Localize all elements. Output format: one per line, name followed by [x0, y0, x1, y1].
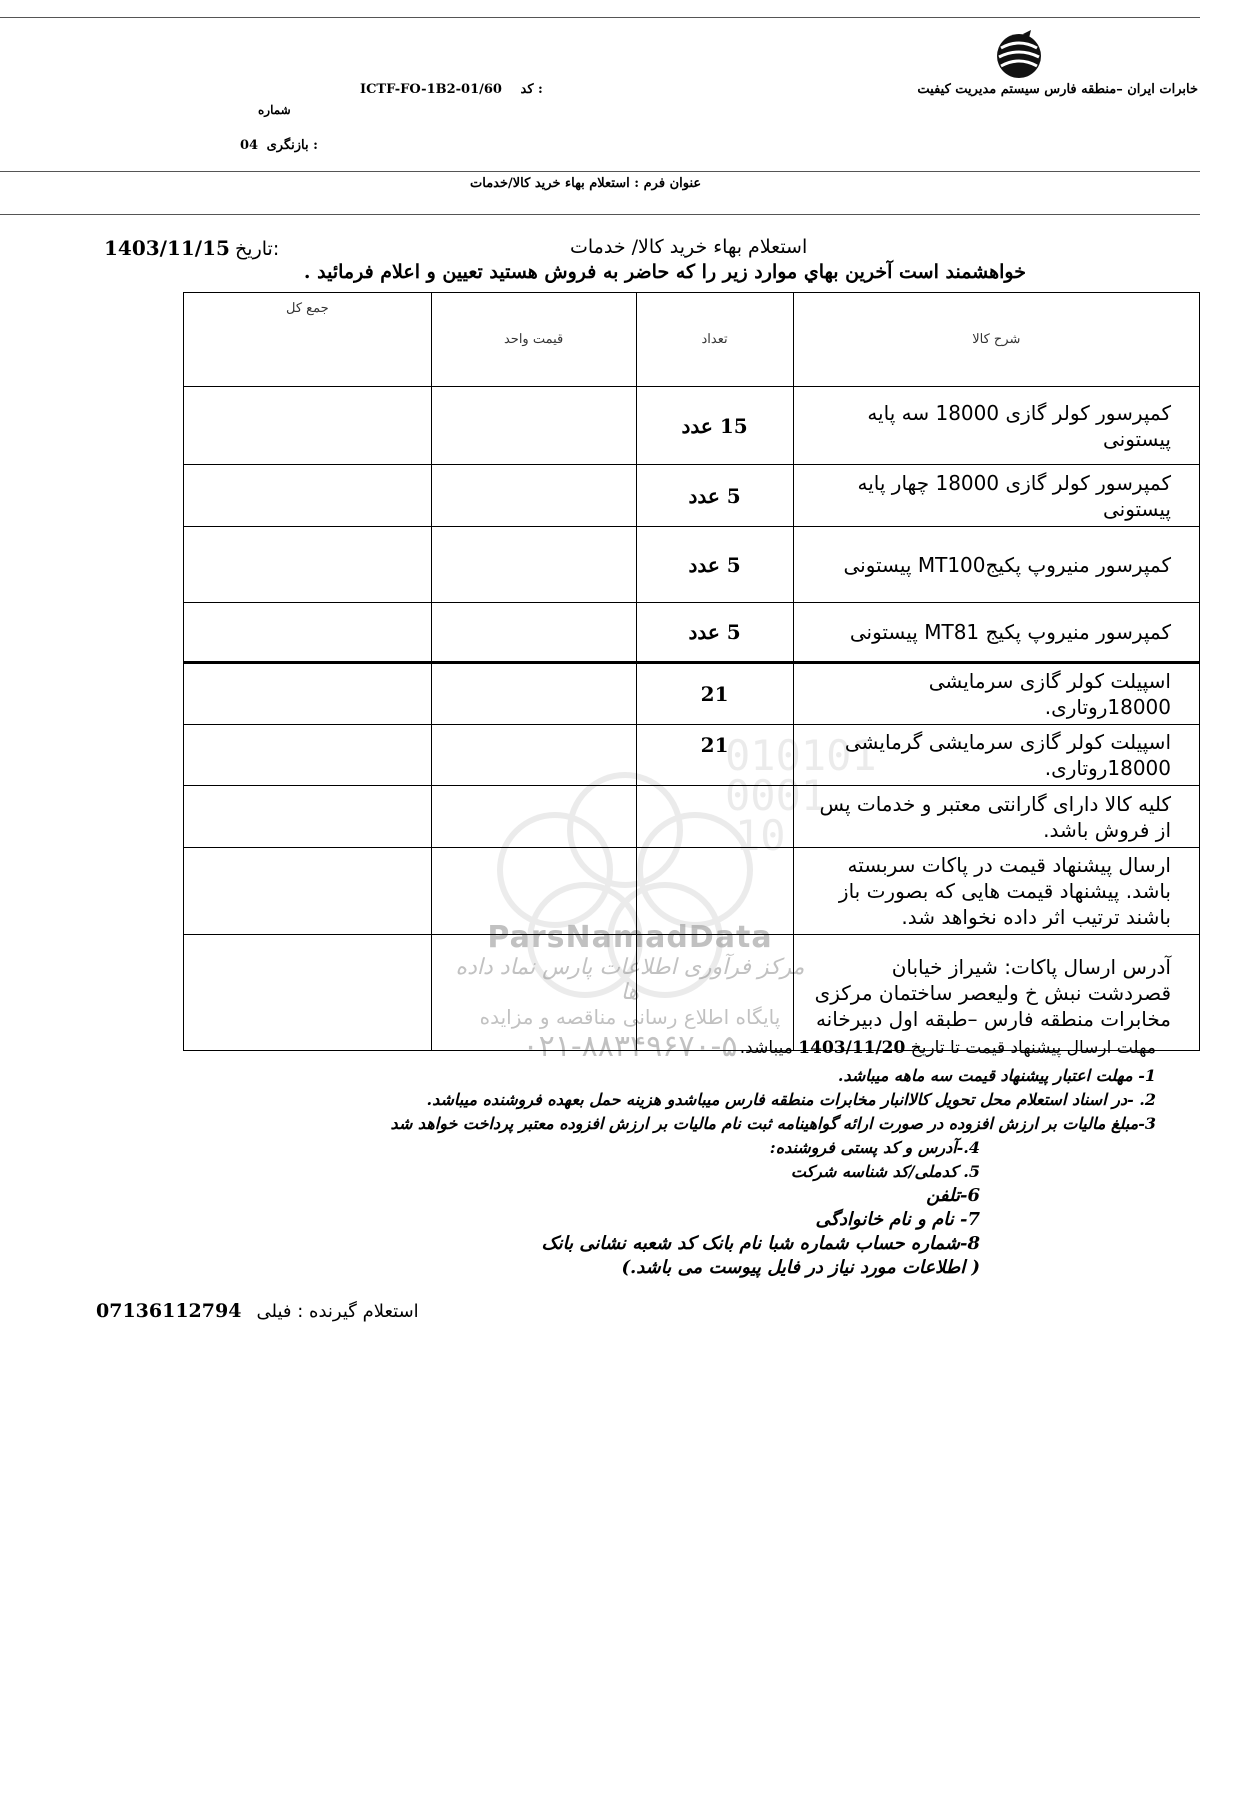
table-row	[184, 465, 1200, 527]
note-item: 3-مبلغ مالیات بر ارزش افزوده در صورت ارائه گواهینامه ثبت نام مالیات بر ارزش افزوده معتبر پرداخت خواهد شد	[390, 1114, 1156, 1133]
table-row	[184, 786, 1200, 848]
note-item: 5. کدملی/کد شناسه شرکت	[790, 1162, 980, 1181]
number-label: شماره	[258, 103, 291, 117]
date	[104, 236, 279, 260]
item-quantity	[636, 848, 793, 935]
deadline-prefix: مهلت ارسال پیشنهاد قیمت تا تاریخ	[910, 1038, 1156, 1058]
item-unit-price	[431, 935, 636, 1051]
item-unit-price	[431, 725, 636, 786]
receiver	[96, 1300, 419, 1322]
note-item: ( اطلاعات مورد نیاز در فایل پیوست می باشد.)	[621, 1257, 980, 1278]
form-code-label: کد :	[520, 82, 543, 97]
telecom-logo-icon	[993, 30, 1045, 80]
item-total	[184, 848, 432, 935]
item-unit-price	[431, 786, 636, 848]
revision	[240, 138, 318, 153]
note-item: 7- نام و نام خانوادگی	[815, 1209, 980, 1230]
item-total	[184, 725, 432, 786]
table-row	[184, 848, 1200, 935]
item-total	[184, 663, 432, 725]
item-quantity: 15 عدد	[636, 387, 793, 465]
table-row	[184, 725, 1200, 786]
watermark-phone: ۰۲۱-۸۸۳۴۹۶۷۰-۵	[522, 1029, 738, 1064]
item-description: ارسال پیشنهاد قیمت در پاکات سربسته باشد. پیشنهاد قیمت هایی که بصورت باز باشند ترتیب اثر داده نخواهد شد.	[793, 848, 1199, 935]
note-item: 4.-آدرس و کد پستی فروشنده:	[769, 1138, 980, 1157]
items-table	[183, 292, 1200, 1051]
item-description: کمپرسور کولر گازی 18000 سه پایه پیستونی	[793, 387, 1199, 465]
header-unit-price: قیمت واحد	[431, 293, 636, 387]
form-code	[360, 82, 543, 97]
item-description: کلیه کالا دارای گارانتی معتبر و خدمات پس از فروش باشد.	[793, 786, 1199, 848]
note-item: 8-شماره حساب شماره شبا نام بانک کد شعبه نشانی بانک	[541, 1233, 980, 1254]
deadline-date: 1403/11/20	[798, 1038, 906, 1058]
item-total	[184, 935, 432, 1051]
item-description: آدرس ارسال پاکات: شیراز خیابان قصردشت نبش خ ولیعصر ساختمان مرکزی مخابرات منطقه فارس –طبقه اول دبیرخانه	[793, 935, 1199, 1051]
table-row	[184, 663, 1200, 725]
revision-label: بازنگری :	[266, 138, 318, 153]
item-description: کمپرسور کولر گازی 18000 چهار پایه پیستونی	[793, 465, 1199, 527]
receiver-label: استعلام گیرنده : فیلی	[256, 1301, 419, 1322]
item-quantity: 21	[636, 725, 793, 786]
item-quantity: 5 عدد	[636, 465, 793, 527]
item-unit-price	[431, 663, 636, 725]
item-description: اسپیلت کولر گازی سرمایشی 18000روتاری.	[793, 663, 1199, 725]
header-description: شرح کالا	[793, 293, 1199, 387]
table-row	[184, 935, 1200, 1051]
item-description: کمپرسور منیروپ پکیج MT81 پیستونی	[793, 603, 1199, 663]
header-total: جمع کل	[184, 293, 432, 387]
header-rule-2	[0, 214, 1200, 215]
watermark-line1: مرکز فرآوری اطلاعات پارس نماد داده ها	[455, 955, 805, 1005]
org-title: خابرات ایران –منطقه فارس سیستم مدیریت کیفیت	[917, 82, 1198, 97]
form-title: عنوان فرم : استعلام بهاء خرید کالا/خدمات	[470, 176, 702, 191]
watermark-line2: پایگاه اطلاع رسانی مناقصه و مزایده	[479, 1005, 781, 1029]
item-unit-price	[431, 465, 636, 527]
table-row	[184, 603, 1200, 663]
table-row	[184, 387, 1200, 465]
item-quantity	[636, 935, 793, 1051]
item-quantity: 21	[636, 663, 793, 725]
date-label: تاریخ:	[235, 238, 280, 260]
notes-list	[280, 1064, 1180, 1280]
request-text: خواهشمند است آخرین بهاي موارد زیر را که حاضر به فروش هستید تعیین و اعلام فرمائید .	[303, 261, 1026, 283]
item-unit-price	[431, 848, 636, 935]
item-description: اسپیلت کولر گازی سرمایشی گرمایشی 18000روتاری.	[793, 725, 1199, 786]
form-code-value: ICTF-FO-1B2-01/60	[360, 82, 502, 97]
date-value: 1403/11/15	[104, 236, 230, 260]
item-unit-price	[431, 603, 636, 663]
svg-text:10: 10	[735, 811, 786, 860]
revision-value: 04	[240, 138, 259, 153]
item-total	[184, 465, 432, 527]
svg-text:010101: 010101	[725, 731, 877, 780]
deadline	[740, 1038, 1156, 1058]
note-item: 2. -در اسناد استعلام محل تحویل کالاانبار مخابرات منطقه فارس میباشدو هزینه حمل بعهده فروشنده میباشد.	[426, 1090, 1156, 1109]
item-total	[184, 527, 432, 603]
table-header-row	[184, 293, 1200, 387]
item-total	[184, 786, 432, 848]
svg-text:0001: 0001	[725, 771, 827, 820]
item-unit-price	[431, 387, 636, 465]
item-quantity	[636, 786, 793, 848]
item-quantity: 5 عدد	[636, 527, 793, 603]
item-total	[184, 387, 432, 465]
watermark-brand: ParsNamadData	[487, 920, 773, 955]
deadline-suffix: میباشد.	[739, 1038, 793, 1058]
note-item: 6-تلفن	[926, 1185, 980, 1206]
item-quantity: 5 عدد	[636, 603, 793, 663]
header-quantity: تعداد	[636, 293, 793, 387]
receiver-phone: 07136112794	[96, 1300, 242, 1322]
subject: استعلام بهاء خرید کالا/ خدمات	[570, 236, 808, 258]
note-item: 1- مهلت اعتبار پیشنهاد قیمت سه ماهه میباشد.	[837, 1066, 1156, 1085]
header-rule-1	[0, 171, 1200, 172]
item-unit-price	[431, 527, 636, 603]
table-row	[184, 527, 1200, 603]
item-total	[184, 603, 432, 663]
item-description: کمپرسور منیروپ پکیجMT100 پیستونی	[793, 527, 1199, 603]
top-rule	[0, 17, 1200, 18]
